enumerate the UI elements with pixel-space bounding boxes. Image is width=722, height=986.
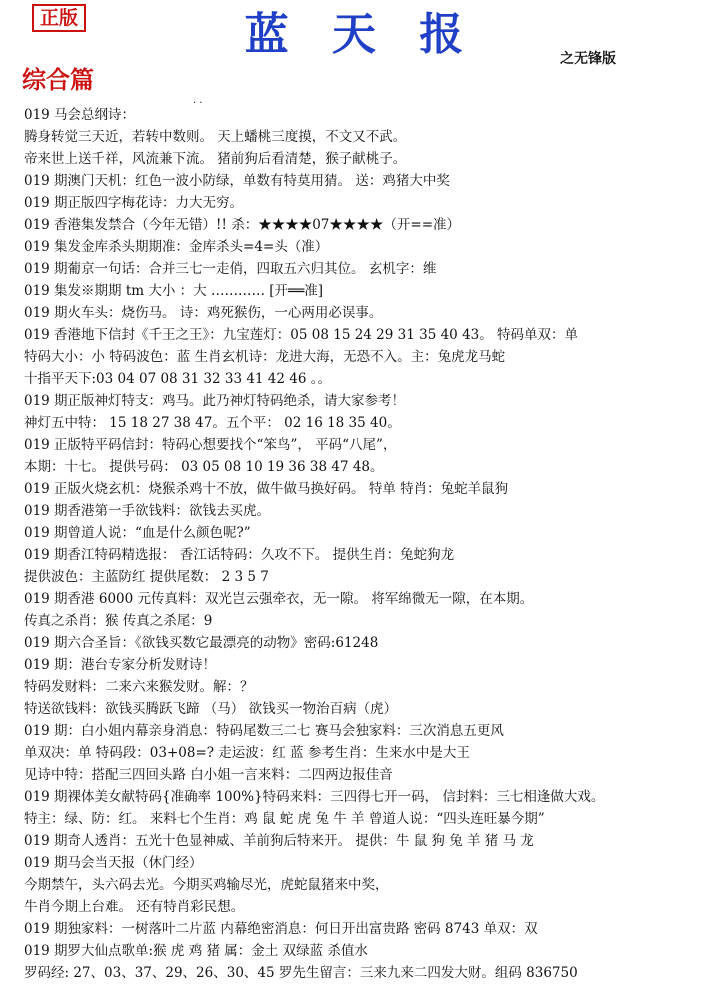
section-heading: 综合篇	[22, 65, 94, 94]
text-line: 019 期罗大仙点歌单:猴 虎 鸡 猪 属：金土 双绿蓝 杀值水	[24, 943, 368, 959]
text-line: 019 期曾道人说：“血是什么颜色呢?”	[24, 525, 251, 541]
text-line: 019 期火车头：烧伤马。 诗：鸡死猴伤，一心两用必误事。	[24, 305, 383, 321]
text-line: 今期禁午，头六码去光。今期买鸡输尽光，虎蛇鼠猪来中奖，	[24, 877, 389, 893]
text-line: 019 期香港 6000 元传真料：双光岂云强牵衣，无一隙。 将军绵微无一隙，在本期。	[24, 591, 534, 607]
text-line: 019 期正版神灯特支：鸡马。此乃神灯特码绝杀，请大家参考！	[24, 393, 406, 409]
text-line: 帝来世上送千祥，风流兼下流。 猪前狗后看清楚，猴子献桃子。	[24, 151, 407, 167]
text-line: 019 期六合圣旨：《欲钱买数它最漂亮的动物》密码:61248	[24, 635, 379, 651]
text-line: 019 期葡京一句话：合并三七一走俏，四取五六归其位。 玄机字：维	[24, 261, 437, 277]
text-line: 牛肖今期上台难。 还有特肖彩民想。	[24, 899, 245, 915]
text-line: 单双决：单 特码段：03+08=? 走运波：红 蓝 参考生肖：生来水中是大王	[24, 745, 470, 761]
text-line: 提供波色：主蓝防红 提供尾数： 2 3 5 7	[24, 569, 269, 585]
text-line: 019 期奇人透肖：五光十色显神威、羊前狗后特来开。 提供：牛 鼠 狗 兔 羊 猪 马 龙	[24, 833, 534, 849]
genuine-edition-badge: 正版	[32, 4, 86, 32]
newspaper-title: 蓝 天 报	[244, 9, 478, 60]
text-line: 019 期香港第一手欲钱料：欲钱去买虎。	[24, 503, 271, 519]
text-line: 019 正版火烧玄机：烧猴杀鸡十不放，做牛做马换好码。 特单 特肖：兔蛇羊鼠狗	[24, 481, 509, 497]
content-lines	[24, 104, 714, 984]
text-line: 019 集发※期期 tm 大小 ：大 ………… [开══准]	[24, 283, 324, 299]
text-line: 特送欲钱料：欲钱买腾跃飞蹄 （马） 欲钱买一物治百病（虎）	[24, 701, 398, 717]
text-line: 传真之杀肖：猴 传真之杀尾：9	[24, 613, 213, 629]
text-line: 腾身转觉三天近，若转中数则。 天上蟠桃三度摸，不文又不武。	[24, 129, 407, 145]
text-line: 019 期香江特码精选报： 香江话特码：久攻不下。 提供生肖：兔蛇狗龙	[24, 547, 455, 563]
text-line: 019 期正版四字梅花诗：力大无穷。	[24, 195, 244, 211]
text-line: 十指平天下:03 04 07 08 31 32 33 41 42 46 。。	[24, 371, 331, 387]
text-line: 019 马会总纲诗：	[24, 107, 136, 123]
text-line: 019 期裸体美女献特码{准确率 100%}特码来料：三四得七开一码， 信封料：三七相逢做大戏。	[24, 789, 605, 805]
text-line: 019 期：白小姐内幕亲身消息：特码尾数三二七 赛马会独家料：三次消息五更风	[24, 723, 504, 739]
text-line: 本期：十七。 提供号码： 03 05 08 10 19 36 38 47 48。	[24, 459, 384, 475]
text-line: 神灯五中特： 15 18 27 38 47。五个平： 02 16 18 35 40。	[24, 415, 401, 431]
text-line: 019 集发金库杀头期期准：金库杀头=4=头（准）	[24, 239, 329, 255]
text-line: 见诗中特：搭配三四回头路 白小姐一言来料：二四两边报佳音	[24, 767, 393, 783]
decorative-dots: · ·	[193, 98, 203, 109]
text-line: 特主：绿、防：红。 来料七个生肖：鸡 鼠 蛇 虎 兔 牛 羊 曾道人说：“四头连旺暴今期”	[24, 811, 545, 827]
text-line: 特码发财料：二来六来猴发财。解：？	[24, 679, 254, 695]
text-line: 特码大小：小 特码波色：蓝 生肖玄机诗：龙进大海，无恐不入。主：兔虎龙马蛇	[24, 349, 506, 365]
text-line: 罗码经: 27、03、37、29、26、30、45 罗先生留言：三来九来二四发大财。组码 836750	[24, 965, 578, 981]
text-line: 019 期澳门天机：红色一波小防绿，单数有特莫用猜。 送：鸡猪大中奖	[24, 173, 450, 189]
text-line: 019 期：港台专家分析发财诗！	[24, 657, 217, 673]
edition-label: 之无锋版	[560, 51, 616, 67]
text-line: 019 香港集发禁合（今年无错）!! 杀：★★★★07★★★★（开==准）	[24, 217, 461, 233]
text-line: 019 正版特平码信封：特码心想要找个“笨鸟”， 平码“八尾”，	[24, 437, 397, 453]
text-line: 019 期马会当天报（休门经）	[24, 855, 203, 871]
text-line: 019 香港地下信封《千王之王》：九宝莲灯：05 08 15 24 29 31 35 40 43。 特码单双：单	[24, 327, 579, 343]
text-line: 019 期独家料：一树落叶二片蓝 内幕绝密消息：何日开出富贵路 密码 8743 单双：双	[24, 921, 538, 937]
